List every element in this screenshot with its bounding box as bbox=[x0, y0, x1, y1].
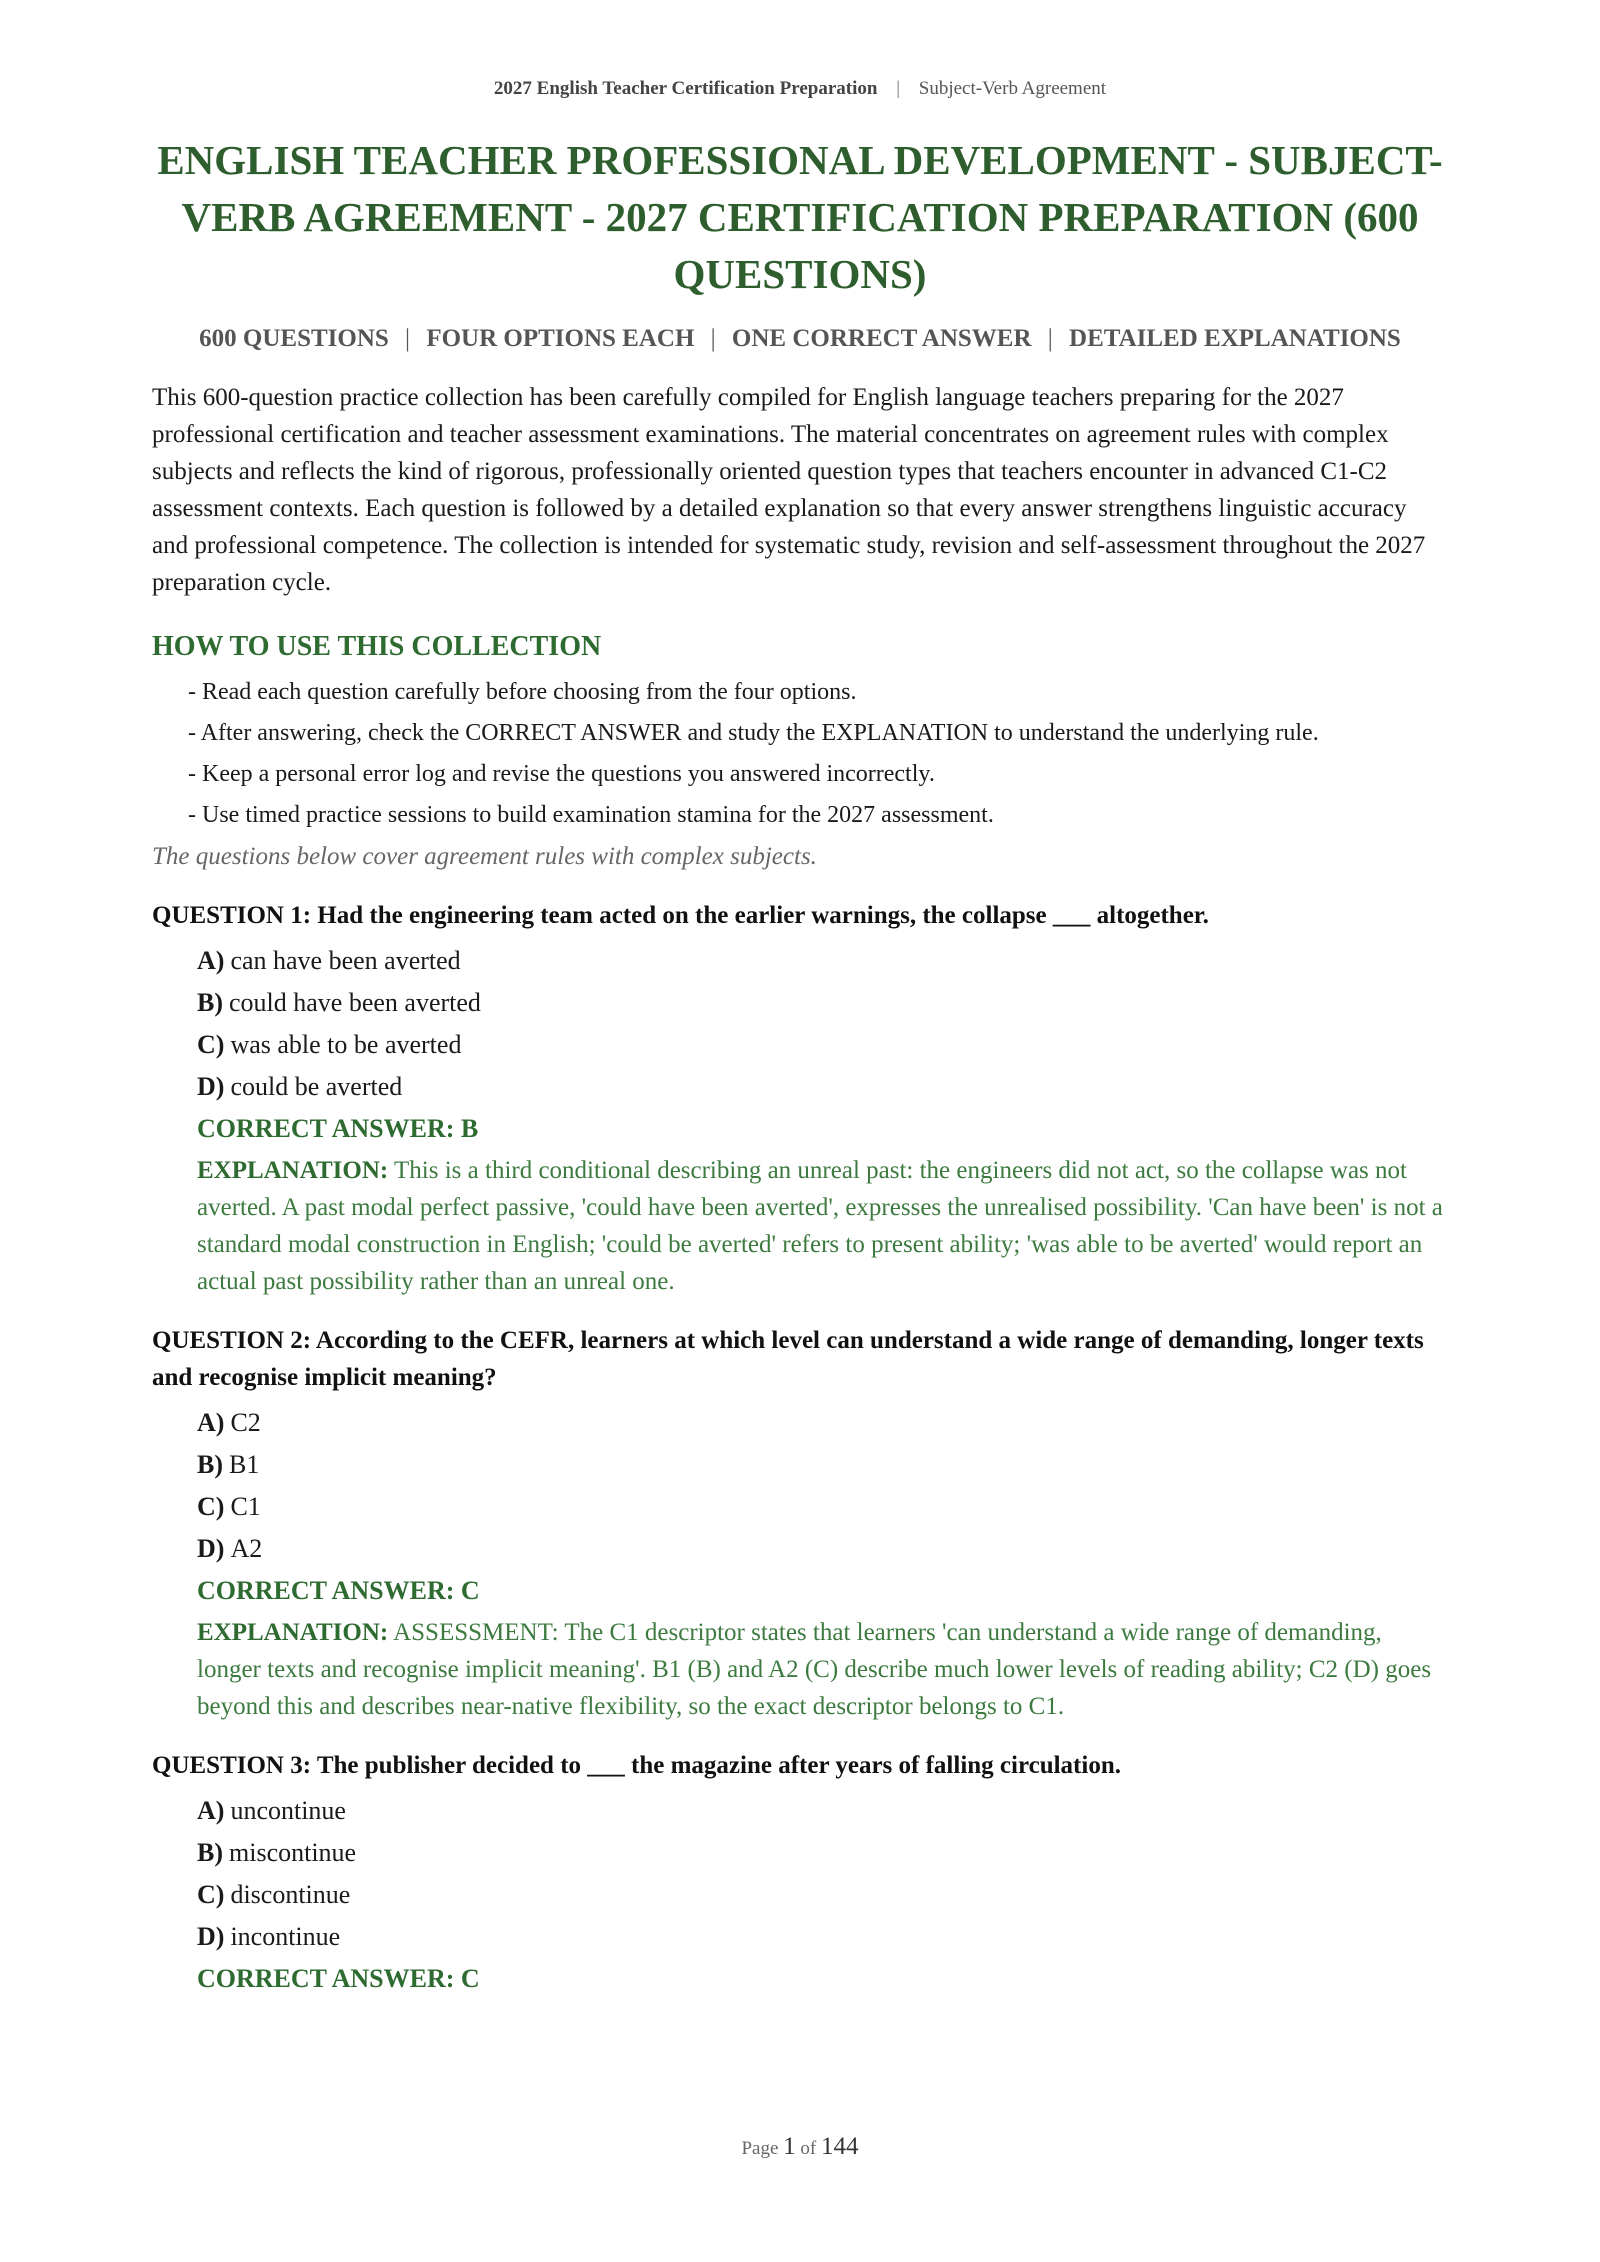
page-word: Page bbox=[741, 2138, 779, 2159]
subtitle-item: DETAILED EXPLANATIONS bbox=[1069, 325, 1401, 352]
option-item bbox=[197, 1066, 1448, 1108]
option-letter: C) bbox=[197, 1030, 225, 1059]
option-text: C2 bbox=[230, 1408, 261, 1437]
option-item bbox=[197, 1790, 1448, 1832]
option-item bbox=[197, 1874, 1448, 1916]
page-total: 144 bbox=[821, 2133, 859, 2160]
header-title: 2027 English Teacher Certification Preparation bbox=[493, 78, 878, 99]
option-text: C1 bbox=[230, 1492, 261, 1521]
question-block bbox=[152, 1747, 1448, 2000]
option-letter: C) bbox=[197, 1880, 225, 1909]
header-topic: Subject-Verb Agreement bbox=[918, 78, 1107, 99]
option-text: could have been averted bbox=[229, 988, 481, 1017]
options-list bbox=[152, 940, 1448, 1108]
question-stem: QUESTION 3: The publisher decided to ___ the magazine after years of falling circulation. bbox=[152, 1752, 1121, 1779]
option-item bbox=[197, 1916, 1448, 1958]
option-text: discontinue bbox=[230, 1880, 351, 1909]
option-item bbox=[197, 982, 1448, 1024]
header-separator: | bbox=[896, 78, 900, 99]
option-item bbox=[197, 1024, 1448, 1066]
subtitle-bar bbox=[152, 325, 1448, 353]
subtitle-separator: | bbox=[405, 325, 411, 352]
instruction-item: - Read each question carefully before choosing from the four options. bbox=[188, 679, 857, 705]
correct-answer: CORRECT ANSWER: C bbox=[197, 1964, 480, 1993]
option-item bbox=[197, 1486, 1448, 1528]
option-text: was able to be averted bbox=[230, 1030, 462, 1059]
question-block bbox=[152, 897, 1448, 1300]
intro-paragraph: This 600-question practice collection has been carefully compiled for English language teachers preparing for the 2027 professional certification and teacher assessment examinations. The material concentrates on agreement rules with complex subjects and reflects the kind of rigorous, professionally oriented question types that teachers encounter in advanced C1-C2 assessment contexts. Each question is followed by a detailed explanation so that every answer strengthens linguistic accuracy and professional competence. The collection is intended for systematic study, revision and self-assessment throughout the 2027 preparation cycle. bbox=[152, 384, 1426, 596]
question-block bbox=[152, 1322, 1448, 1725]
coverage-note: The questions below cover agreement rules with complex subjects. bbox=[152, 843, 817, 870]
option-text: miscontinue bbox=[229, 1838, 357, 1867]
subtitle-separator: | bbox=[710, 325, 716, 352]
explanation-label: EXPLANATION: bbox=[197, 1619, 389, 1646]
explanation-text: This is a third conditional describing an unreal past: the engineers did not act, so the collapse was not averted. A past modal perfect passive, 'could have been averted', expresses the unrealised possibility. 'Can have been' is not a standard modal construction in English; 'could be averted' refers to present ability; 'was able to be averted' would report an actual past possibility rather than an unreal one. bbox=[197, 1157, 1443, 1295]
page-footer bbox=[0, 2133, 1600, 2161]
of-word: of bbox=[800, 2138, 817, 2159]
how-to-use-heading: HOW TO USE THIS COLLECTION bbox=[152, 631, 602, 662]
options-list bbox=[152, 1402, 1448, 1570]
instruction-item: - After answering, check the CORRECT ANSWER and study the EXPLANATION to understand the underlying rule. bbox=[188, 720, 1319, 746]
instructions-list bbox=[152, 675, 1448, 832]
option-letter: B) bbox=[197, 1838, 223, 1867]
option-letter: D) bbox=[197, 1534, 225, 1563]
page-current: 1 bbox=[783, 2133, 796, 2160]
option-item bbox=[197, 1402, 1448, 1444]
option-letter: C) bbox=[197, 1492, 225, 1521]
subtitle-separator: | bbox=[1047, 325, 1053, 352]
question-stem: QUESTION 1: Had the engineering team acted on the earlier warnings, the collapse ___ altogether. bbox=[152, 902, 1209, 929]
question-stem: QUESTION 2: According to the CEFR, learners at which level can understand a wide range of demanding, longer texts and recognise implicit meaning? bbox=[152, 1327, 1424, 1391]
document-title: ENGLISH TEACHER PROFESSIONAL DEVELOPMENT - SUBJECT-VERB AGREEMENT - 2027 CERTIFICATION PREPARATION (600 QUESTIONS) bbox=[157, 137, 1443, 297]
option-letter: D) bbox=[197, 1072, 225, 1101]
explanation bbox=[152, 1152, 1448, 1300]
instruction-item: - Use timed practice sessions to build examination stamina for the 2027 assessment. bbox=[188, 802, 994, 828]
explanation bbox=[152, 1614, 1448, 1725]
option-letter: D) bbox=[197, 1922, 225, 1951]
option-letter: B) bbox=[197, 988, 223, 1017]
subtitle-item: FOUR OPTIONS EACH bbox=[426, 325, 695, 352]
option-text: can have been averted bbox=[230, 946, 461, 975]
correct-answer: CORRECT ANSWER: C bbox=[197, 1576, 480, 1605]
option-text: B1 bbox=[229, 1450, 260, 1479]
option-letter: B) bbox=[197, 1450, 223, 1479]
option-text: could be averted bbox=[230, 1072, 403, 1101]
option-text: A2 bbox=[230, 1534, 263, 1563]
instruction-item: - Keep a personal error log and revise the questions you answered incorrectly. bbox=[188, 761, 935, 787]
correct-answer: CORRECT ANSWER: B bbox=[197, 1114, 479, 1143]
subtitle-item: 600 QUESTIONS bbox=[199, 325, 389, 352]
option-text: incontinue bbox=[230, 1922, 341, 1951]
option-item bbox=[197, 1528, 1448, 1570]
option-letter: A) bbox=[197, 1408, 225, 1437]
explanation-text: ASSESSMENT: The C1 descriptor states that learners 'can understand a wide range of demanding, longer texts and recognise implicit meaning'. B1 (B) and A2 (C) describe much lower levels of reading ability; C2 (D) goes beyond this and describes near-native flexibility, so the exact descriptor belongs to C1. bbox=[197, 1619, 1432, 1720]
options-list bbox=[152, 1790, 1448, 1958]
option-letter: A) bbox=[197, 1796, 225, 1825]
option-item bbox=[197, 1832, 1448, 1874]
option-text: uncontinue bbox=[230, 1796, 346, 1825]
running-header bbox=[152, 0, 1448, 102]
explanation-label: EXPLANATION: bbox=[197, 1157, 389, 1184]
option-item bbox=[197, 940, 1448, 982]
option-letter: A) bbox=[197, 946, 225, 975]
subtitle-item: ONE CORRECT ANSWER bbox=[731, 325, 1032, 352]
option-item bbox=[197, 1444, 1448, 1486]
